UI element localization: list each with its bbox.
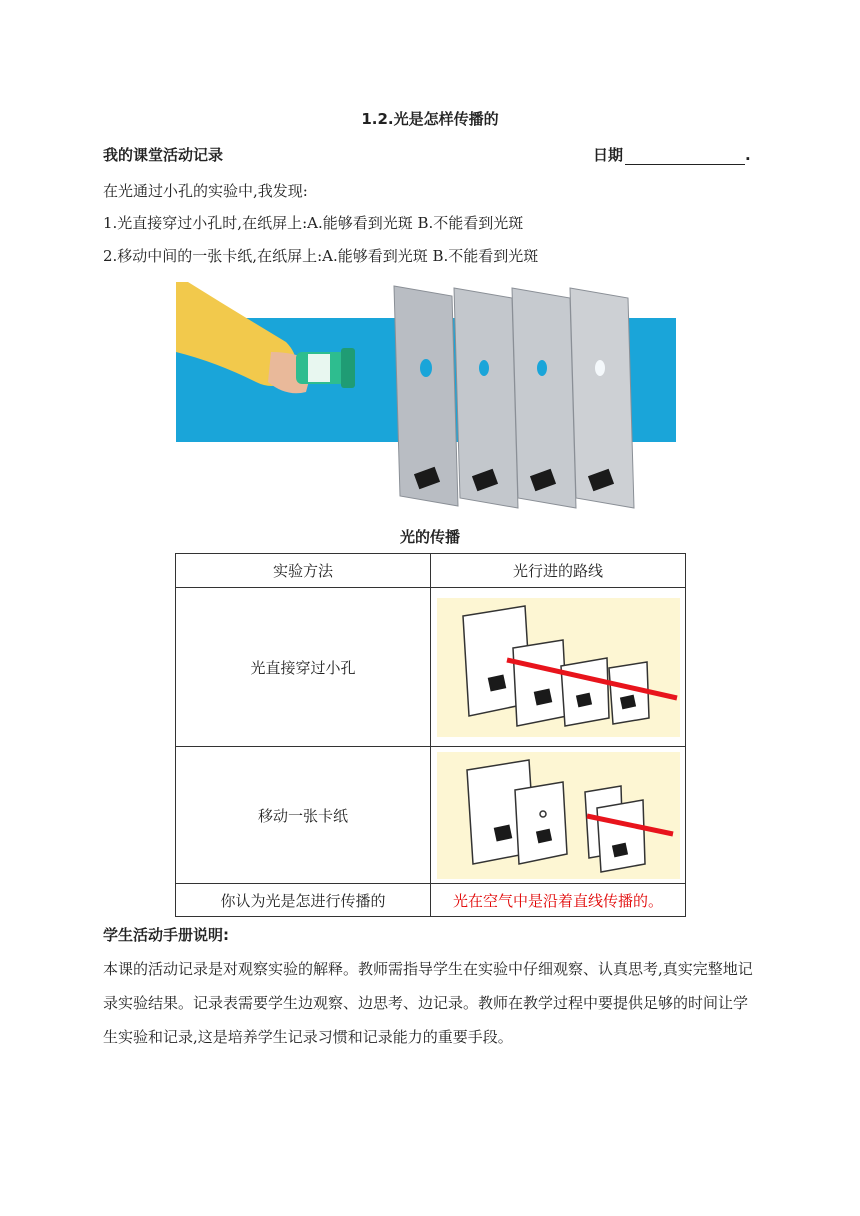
notes-body: 本课的活动记录是对观察实验的解释。教师需指导学生在实验中仔细观察、认真思考,真实完整地记录实验结果。记录表需要学生边观察、边思考、边记录。教师在教学过程中要提供足够的时间让学生实验和记录,这是培养学生记录习惯和记录能力的重要手段。	[103, 960, 753, 1046]
moved-card-diagram	[437, 752, 680, 879]
page-title: 1.2.光是怎样传播的	[361, 110, 499, 128]
table-row	[176, 588, 686, 747]
date-blank[interactable]	[625, 149, 745, 165]
method-cell: 光直接穿过小孔	[176, 588, 431, 747]
table-row	[176, 747, 686, 884]
question-2: 2.移动中间的一张卡纸,在纸屏上:A.能够看到光斑 B.不能看到光斑	[103, 247, 539, 265]
date-end: .	[745, 146, 751, 164]
card-stack	[394, 286, 634, 508]
intro-text: 在光通过小孔的实验中,我发现:	[103, 182, 308, 200]
header-method: 实验方法	[176, 554, 431, 588]
date-field	[593, 144, 751, 165]
record-table	[175, 553, 686, 917]
path-diagram-cell	[431, 588, 686, 747]
experiment-photo	[176, 282, 676, 512]
table-header-row	[176, 554, 686, 588]
question-cell: 你认为光是怎进行传播的	[176, 884, 431, 917]
header-path: 光行进的路线	[431, 554, 686, 588]
straight-path-diagram	[437, 598, 680, 737]
notes-heading: 学生活动手册说明:	[103, 926, 229, 944]
table-row	[176, 884, 686, 917]
answer-cell: 光在空气中是沿着直线传播的。	[431, 884, 686, 917]
figure-caption: 光的传播	[399, 528, 460, 546]
record-heading: 我的课堂活动记录	[103, 146, 224, 164]
path-diagram-cell	[431, 747, 686, 884]
question-1: 1.光直接穿过小孔时,在纸屏上:A.能够看到光斑 B.不能看到光斑	[103, 214, 524, 232]
method-cell: 移动一张卡纸	[176, 747, 431, 884]
date-label: 日期	[593, 146, 624, 164]
flashlight-icon	[296, 348, 355, 388]
